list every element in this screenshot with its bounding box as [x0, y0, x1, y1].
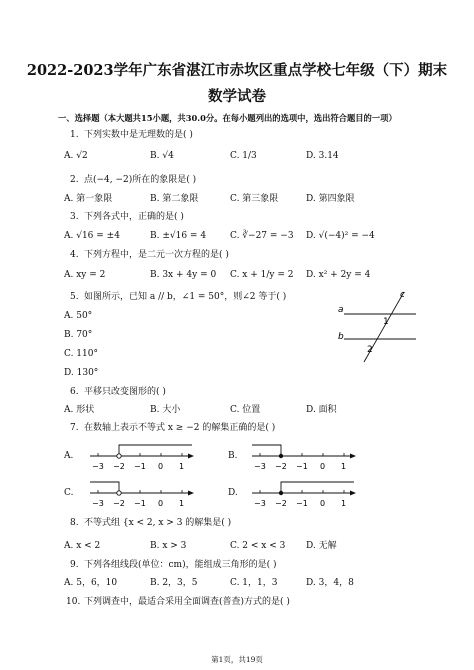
option-d: D. √(−4)² = −4: [306, 231, 375, 241]
question-text: 不等式组 {x < 2, x > 3 的解集是( ): [84, 518, 232, 528]
option-b: B. 3x + 4y = 0: [150, 270, 217, 280]
question-text: 如图所示，已知 a // b，∠1 = 50°，则∠2 等于( ): [84, 292, 287, 302]
option-d: D. 3，4，8: [306, 578, 354, 588]
label-angle2: 2: [367, 345, 373, 355]
question-8: [70, 517, 231, 529]
number-line-d: [250, 477, 360, 509]
svg-text:−1: −1: [296, 499, 308, 508]
question-2: [70, 174, 196, 186]
option-a: A. √2: [64, 151, 88, 161]
svg-text:−3: −3: [92, 499, 104, 508]
question-text: 下列各组线段(单位：cm)，能组成三角形的是( ): [84, 560, 277, 570]
option-b: B. √4: [150, 151, 174, 161]
option-a: A. √16 = ±4: [64, 231, 120, 241]
question-number: 6.: [70, 387, 79, 397]
question-number: 7.: [70, 423, 79, 433]
section-heading: 一、选择题（本大题共15小题，共30.0分。在每小题列出的选项中，选出符合题目的一项）: [58, 113, 397, 123]
option-c: C. 位置: [230, 405, 261, 415]
svg-text:−1: −1: [134, 462, 146, 471]
option-c: C. 110°: [64, 349, 98, 359]
question-number: 1.: [70, 130, 79, 140]
question-number: 8.: [70, 518, 79, 528]
label-b: b: [338, 332, 344, 342]
question-number: 2.: [70, 175, 79, 185]
svg-text:−1: −1: [134, 499, 146, 508]
svg-text:−1: −1: [296, 462, 308, 471]
question-7: [70, 422, 275, 434]
label-c: c: [400, 290, 405, 300]
option-b: B. 第二象限: [150, 194, 199, 204]
svg-text:−3: −3: [254, 499, 266, 508]
question-text: 点(−4, −2)所在的象限是( ): [84, 175, 197, 185]
question-text: 在数轴上表示不等式 x ≥ −2 的解集正确的是( ): [84, 423, 276, 433]
exam-title-line2: 数学试卷: [208, 88, 266, 105]
option-a: A. 50°: [64, 311, 93, 321]
option-a: A.: [64, 451, 74, 461]
number-line-a: [88, 440, 198, 472]
question-9: [70, 559, 276, 571]
question-number: 3.: [70, 212, 79, 222]
question-text: 下列调查中，最适合采用全面调查(普查)方式的是( ): [84, 597, 290, 607]
question-number: 4.: [70, 250, 79, 260]
svg-text:−2: −2: [113, 499, 125, 508]
question-number: 9.: [70, 560, 79, 570]
option-a: A. 形状: [64, 405, 95, 415]
question-6: [70, 386, 166, 398]
option-d: D. 3.14: [306, 151, 339, 161]
option-c: C. 2 < x < 3: [230, 541, 286, 551]
option-c: C.: [64, 488, 74, 498]
option-b: B.: [228, 451, 238, 461]
option-d: D. 面积: [306, 405, 337, 415]
exam-title-line1: 2022-2023学年广东省湛江市赤坎区重点学校七年级（下）期末: [26, 62, 448, 79]
option-b: B. ±√16 = 4: [150, 231, 207, 241]
svg-text:−3: −3: [92, 462, 104, 471]
option-c: C. 1，1，3: [230, 578, 278, 588]
question-text: 下列方程中，是二元一次方程的是( ): [84, 250, 229, 260]
option-c: C. 1/3: [230, 151, 257, 161]
option-d: D. 第四象限: [306, 194, 355, 204]
svg-text:0: 0: [320, 462, 326, 471]
question-10: [66, 596, 290, 608]
option-d: D. 无解: [306, 541, 337, 551]
svg-text:1: 1: [341, 462, 347, 471]
svg-text:−2: −2: [113, 462, 125, 471]
option-c: C. x + 1/y = 2: [230, 270, 294, 280]
question-text: 平移只改变图形的( ): [84, 387, 166, 397]
svg-text:1: 1: [341, 499, 347, 508]
option-a: A. xy = 2: [64, 270, 106, 280]
option-b: B. 大小: [150, 405, 181, 415]
question-4: [70, 249, 229, 261]
option-c: C. ∛−27 = −3: [230, 231, 294, 241]
svg-text:0: 0: [158, 462, 164, 471]
svg-text:−3: −3: [254, 462, 266, 471]
question-number: 5.: [70, 292, 79, 302]
svg-text:−2: −2: [275, 499, 287, 508]
label-a: a: [338, 305, 344, 315]
number-line-c: [88, 477, 198, 509]
option-a: A. 第一象限: [64, 194, 113, 204]
option-b: B. 2，3，5: [150, 578, 198, 588]
label-angle1: 1: [383, 317, 389, 327]
option-b: B. x > 3: [150, 541, 187, 551]
number-line-b: [250, 440, 360, 472]
option-d: D. 130°: [64, 368, 99, 378]
svg-text:−2: −2: [275, 462, 287, 471]
option-d: D.: [228, 488, 238, 498]
svg-text:1: 1: [179, 462, 185, 471]
question-3: [70, 211, 184, 223]
question-1: [70, 129, 193, 141]
option-d: D. x² + 2y = 4: [306, 270, 371, 280]
question-number: 10.: [66, 597, 81, 607]
option-b: B. 70°: [64, 330, 93, 340]
question-text: 下列实数中是无理数的是( ): [84, 130, 193, 140]
svg-text:0: 0: [320, 499, 326, 508]
page-footer: 第1页，共19页: [211, 655, 263, 664]
parallel-lines-figure: [330, 288, 420, 368]
svg-text:0: 0: [158, 499, 164, 508]
option-a: A. x < 2: [64, 541, 101, 551]
question-5: [70, 291, 286, 303]
svg-text:1: 1: [179, 499, 185, 508]
option-c: C. 第三象限: [230, 194, 279, 204]
option-a: A. 5，6，10: [64, 578, 118, 588]
question-text: 下列各式中，正确的是( ): [84, 212, 184, 222]
